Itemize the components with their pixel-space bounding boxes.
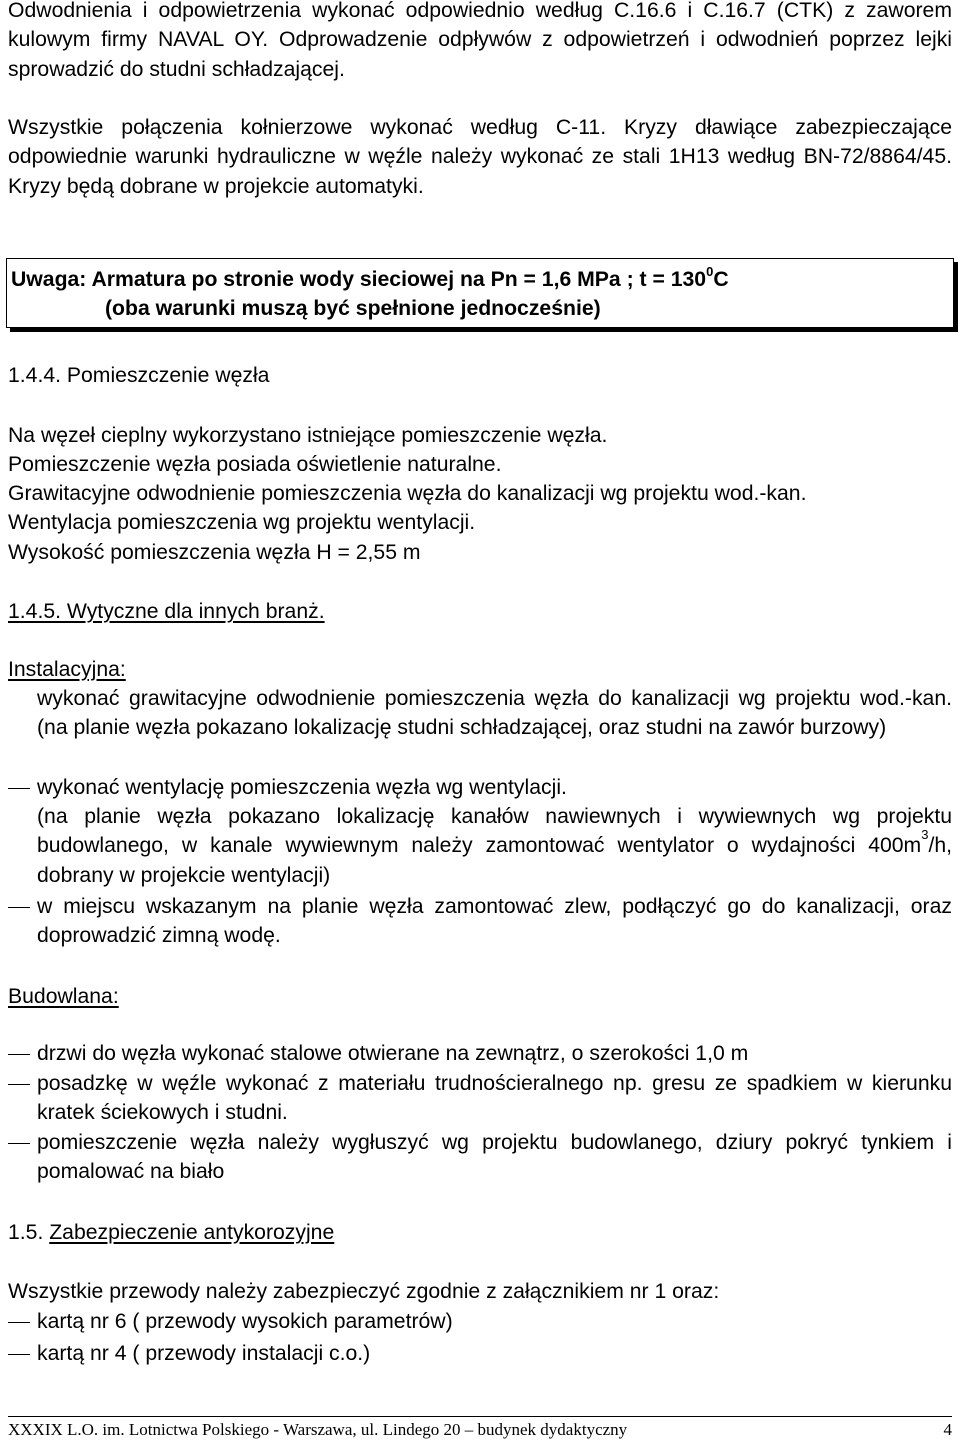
page-footer bbox=[8, 1416, 952, 1441]
line-144-3: Grawitacyjne odwodnienie pomieszczenia węzła do kanalizacji wg projektu wod.-kan. bbox=[8, 482, 807, 505]
instalacyjna-label: Instalacyjna: bbox=[8, 658, 126, 681]
notice-line-1: Uwaga: Armatura po stronie wody sieciowej na Pn = 1,6 MPa ; $t = 130^0C$ bbox=[11, 264, 729, 291]
line-144-2: Pomieszczenie węzła posiada oświetlenie naturalne. bbox=[8, 453, 502, 476]
section-heading-15: 1.5. Zabezpieczenie antykorozyjne bbox=[8, 1221, 335, 1244]
page-number: 4 bbox=[943, 1420, 952, 1439]
budowlana-item-3: pomieszczenie węzła należy wygłuszyć wg projektu budowlanego, dziury pokryć tynkiem i pomalować na biało bbox=[8, 1128, 952, 1187]
section-15-intro: Wszystkie przewody należy zabezpieczyć zgodnie z załącznikiem nr 1 oraz: bbox=[8, 1280, 720, 1303]
line-144-1: Na węzeł cieplny wykorzystano istniejące pomieszczenie węzła. bbox=[8, 424, 608, 447]
section-15-item-2: kartą nr 4 ( przewody instalacji c.o.) bbox=[8, 1339, 952, 1368]
paragraph-odwodnienia: Odwodnienia i odpowietrzenia wykonać odpowiednio według C.16.6 i C.16.7 (CTK) z zaworem kulowym firmy NAVAL OY. Odprowadzenie odpływów z odpowietrzeń i odwodnień poprzez lejki sprowadzić do studni schładzającej. bbox=[8, 0, 952, 81]
instalacyjna-item-1: wykonać wentylację pomieszczenia węzła wg wentylacji. bbox=[8, 773, 952, 802]
budowlana-label: Budowlana: bbox=[8, 985, 119, 1008]
instalacyjna-item-2: w miejscu wskazanym na planie węzła zamontować zlew, podłączyć go do kanalizacji, oraz doprowadzić zimną wodę. bbox=[8, 892, 952, 951]
budowlana-item-1: drzwi do węzła wykonać stalowe otwierane na zewnątrz, o szerokości 1,0 m bbox=[8, 1039, 952, 1068]
notice-line-2: (oba warunki muszą być spełnione jednocześnie) bbox=[105, 297, 601, 320]
instalacyjna-text-2: (na planie węzła pokazano lokalizację kanałów nawiewnych i wywiewnych wg projektu budowlanego, w kanale wywiewnym należy zamontować wentylator o wydajności $400m^3/h$, dobrany w projekcie wentylacji) bbox=[37, 805, 952, 887]
footer-text: XXXIX L.O. im. Lotnictwa Polskiego - Warszawa, ul. Lindego 20 – budynek dydaktyczny bbox=[8, 1420, 628, 1439]
section-heading-144: 1.4.4. Pomieszczenie węzła bbox=[8, 364, 270, 387]
paragraph-polaczenia: Wszystkie połączenia kołnierzowe wykonać według C-11. Kryzy dławiące zabezpieczające odpowiednie warunki hydrauliczne w węźle należy wykonać ze stali 1H13 według BN-72/8864/45. Kryzy będą dobrane w projekcie automatyki. bbox=[8, 116, 952, 198]
line-144-5: Wysokość pomieszczenia węzła H = 2,55 m bbox=[8, 541, 421, 564]
budowlana-item-2: posadzkę w węźle wykonać z materiału trudnościeralnego np. gresu ze spadkiem w kierunku kratek ściekowych i studni. bbox=[8, 1069, 952, 1128]
section-15-item-1: kartą nr 6 ( przewody wysokich parametrów) bbox=[8, 1307, 952, 1336]
section-heading-145: 1.4.5. Wytyczne dla innych branż. bbox=[8, 600, 325, 623]
instalacyjna-text-1: wykonać grawitacyjne odwodnienie pomieszczenia węzła do kanalizacji wg projektu wod.-kan. (na planie węzła pokazano lokalizację studni schładzającej, oraz studni na zawór burzowy) bbox=[37, 687, 952, 740]
notice-box bbox=[6, 258, 954, 328]
line-144-4: Wentylacja pomieszczenia wg projektu wentylacji. bbox=[8, 511, 476, 534]
